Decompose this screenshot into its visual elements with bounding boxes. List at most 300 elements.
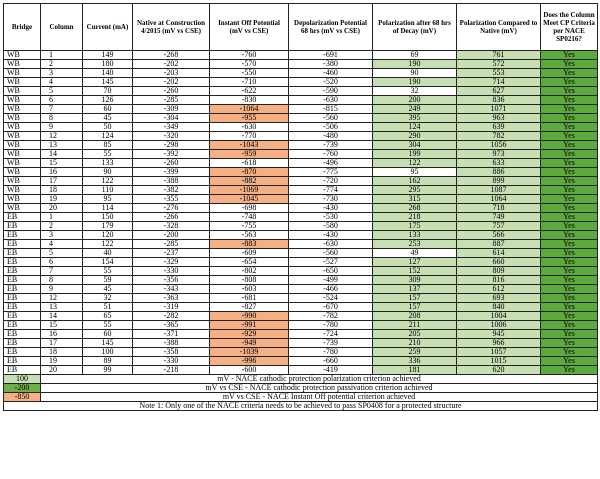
table-cell-column: 14: [41, 312, 83, 321]
header-compared-native: Polarization Compared to Native (mV): [457, 4, 541, 51]
table-cell-polarization: 395: [373, 114, 457, 123]
table-cell-current: 110: [83, 186, 133, 195]
table-cell-bridge: EB: [4, 222, 41, 231]
table-cell-depolarization: -590: [289, 87, 373, 96]
table-cell-meets-criteria: Yes: [541, 60, 598, 69]
table-cell-instant-off: -570: [210, 60, 289, 69]
table-cell-native: -202: [133, 78, 210, 87]
header-instant-off: Instant Off Potential (mV vs CSE): [210, 4, 289, 51]
table-row: [4, 177, 598, 186]
table-cell-instant-off: -609: [210, 249, 289, 258]
table-cell-column: 3: [41, 231, 83, 240]
table-cell-column: 15: [41, 321, 83, 330]
table-cell-instant-off: -996: [210, 357, 289, 366]
table-cell-instant-off: -955: [210, 114, 289, 123]
table-cell-compared-native: 718: [457, 204, 541, 213]
table-cell-bridge: WB: [4, 69, 41, 78]
table-cell-bridge: EB: [4, 285, 41, 294]
table-cell-polarization: 295: [373, 186, 457, 195]
table-cell-instant-off: -882: [210, 177, 289, 186]
table-cell-column: 19: [41, 195, 83, 204]
table-cell-bridge: EB: [4, 231, 41, 240]
table-cell-meets-criteria: Yes: [541, 294, 598, 303]
table-cell-native: -349: [133, 123, 210, 132]
table-cell-native: -304: [133, 114, 210, 123]
table-cell-polarization: 162: [373, 177, 457, 186]
table-cell-bridge: EB: [4, 339, 41, 348]
table-cell-current: 114: [83, 204, 133, 213]
table-cell-native: -319: [133, 303, 210, 312]
table-row: [4, 249, 598, 258]
table-cell-current: 100: [83, 348, 133, 357]
table-cell-polarization: 157: [373, 303, 457, 312]
table-cell-current: 140: [83, 69, 133, 78]
table-cell-native: -285: [133, 96, 210, 105]
table-row: [4, 294, 598, 303]
table-cell-meets-criteria: Yes: [541, 177, 598, 186]
table-cell-meets-criteria: Yes: [541, 267, 598, 276]
table-cell-depolarization: -739: [289, 339, 373, 348]
table-cell-native: -285: [133, 240, 210, 249]
table-cell-native: -388: [133, 177, 210, 186]
table-cell-bridge: EB: [4, 366, 41, 375]
table-cell-column: 4: [41, 240, 83, 249]
table-cell-meets-criteria: Yes: [541, 258, 598, 267]
table-body: [4, 51, 598, 375]
table-cell-meets-criteria: Yes: [541, 276, 598, 285]
table-cell-compared-native: 887: [457, 240, 541, 249]
table-cell-depolarization: -506: [289, 123, 373, 132]
table-row: [4, 96, 598, 105]
table-cell-instant-off: -959: [210, 150, 289, 159]
table-cell-depolarization: -730: [289, 195, 373, 204]
table-cell-polarization: 49: [373, 249, 457, 258]
table-row: [4, 78, 598, 87]
table-cell-bridge: WB: [4, 87, 41, 96]
table-cell-current: 32: [83, 294, 133, 303]
table-cell-native: -371: [133, 330, 210, 339]
table-cell-instant-off: -1069: [210, 186, 289, 195]
legend-text: mV vs CSE - NACE cathodic protection passivation criterion achieved: [41, 384, 598, 393]
table-cell-bridge: EB: [4, 303, 41, 312]
table-row: [4, 240, 598, 249]
table-cell-compared-native: 973: [457, 150, 541, 159]
table-cell-current: 55: [83, 150, 133, 159]
table-cell-polarization: 218: [373, 213, 457, 222]
table-cell-depolarization: -560: [289, 114, 373, 123]
table-cell-bridge: EB: [4, 312, 41, 321]
table-cell-current: 149: [83, 51, 133, 60]
table-cell-current: 70: [83, 87, 133, 96]
table-cell-native: -330: [133, 267, 210, 276]
table-cell-native: -356: [133, 276, 210, 285]
table-cell-instant-off: -630: [210, 123, 289, 132]
table-cell-compared-native: 1064: [457, 195, 541, 204]
table-cell-depolarization: -419: [289, 366, 373, 375]
table-cell-column: 5: [41, 87, 83, 96]
table-cell-depolarization: -430: [289, 231, 373, 240]
table-cell-native: -266: [133, 213, 210, 222]
table-cell-meets-criteria: Yes: [541, 96, 598, 105]
table-cell-bridge: EB: [4, 249, 41, 258]
table-cell-depolarization: -530: [289, 213, 373, 222]
table-cell-native: -388: [133, 339, 210, 348]
table-cell-native: -218: [133, 366, 210, 375]
table-row: [4, 150, 598, 159]
table-cell-current: 145: [83, 339, 133, 348]
table-cell-current: 55: [83, 321, 133, 330]
note-section: [4, 402, 598, 411]
table-cell-meets-criteria: Yes: [541, 330, 598, 339]
table-cell-native: -260: [133, 159, 210, 168]
table-cell-depolarization: -630: [289, 96, 373, 105]
table-row: [4, 195, 598, 204]
table-cell-current: 45: [83, 114, 133, 123]
table-cell-instant-off: -827: [210, 303, 289, 312]
table-cell-depolarization: -760: [289, 150, 373, 159]
table-cell-instant-off: -603: [210, 285, 289, 294]
table-cell-bridge: WB: [4, 141, 41, 150]
table-cell-column: 17: [41, 339, 83, 348]
table-cell-instant-off: -991: [210, 321, 289, 330]
table-cell-depolarization: -520: [289, 78, 373, 87]
table-cell-instant-off: -698: [210, 204, 289, 213]
table-cell-instant-off: -755: [210, 222, 289, 231]
table-cell-polarization: 90: [373, 69, 457, 78]
table-cell-column: 3: [41, 69, 83, 78]
table-cell-column: 4: [41, 78, 83, 87]
table-row: [4, 60, 598, 69]
table-cell-meets-criteria: Yes: [541, 51, 598, 60]
table-cell-polarization: 32: [373, 87, 457, 96]
table-cell-bridge: WB: [4, 51, 41, 60]
table-cell-current: 122: [83, 240, 133, 249]
table-cell-compared-native: 840: [457, 303, 541, 312]
table-cell-compared-native: 782: [457, 132, 541, 141]
table-cell-polarization: 249: [373, 105, 457, 114]
table-cell-bridge: WB: [4, 132, 41, 141]
table-cell-bridge: WB: [4, 60, 41, 69]
table-cell-bridge: WB: [4, 150, 41, 159]
table-cell-native: -200: [133, 231, 210, 240]
table-cell-compared-native: 566: [457, 231, 541, 240]
table-cell-column: 12: [41, 294, 83, 303]
table-cell-bridge: WB: [4, 78, 41, 87]
table-cell-compared-native: 1056: [457, 141, 541, 150]
table-cell-native: -358: [133, 348, 210, 357]
table-cell-polarization: 152: [373, 267, 457, 276]
table-cell-column: 9: [41, 123, 83, 132]
table-cell-depolarization: -739: [289, 141, 373, 150]
table-row: [4, 348, 598, 357]
table-cell-polarization: 309: [373, 276, 457, 285]
table-cell-current: 145: [83, 78, 133, 87]
table-cell-compared-native: 639: [457, 123, 541, 132]
table-cell-native: -320: [133, 132, 210, 141]
table-cell-polarization: 210: [373, 339, 457, 348]
table-cell-compared-native: 714: [457, 78, 541, 87]
table-row: [4, 357, 598, 366]
table-cell-depolarization: -430: [289, 204, 373, 213]
table-cell-polarization: 124: [373, 123, 457, 132]
table-cell-native: -260: [133, 87, 210, 96]
table-cell-native: -309: [133, 105, 210, 114]
table-cell-native: -329: [133, 258, 210, 267]
table-cell-column: 9: [41, 285, 83, 294]
table-cell-meets-criteria: Yes: [541, 321, 598, 330]
table-cell-compared-native: 1071: [457, 105, 541, 114]
table-cell-polarization: 315: [373, 195, 457, 204]
table-cell-instant-off: -681: [210, 294, 289, 303]
header-depolarization: Depolarization Potential 68 hrs (mV vs CSE): [289, 4, 373, 51]
table-cell-bridge: EB: [4, 267, 41, 276]
table-cell-column: 7: [41, 105, 83, 114]
table-cell-polarization: 133: [373, 231, 457, 240]
table-cell-bridge: EB: [4, 276, 41, 285]
table-cell-native: -363: [133, 294, 210, 303]
table-cell-instant-off: -563: [210, 231, 289, 240]
table-cell-column: 2: [41, 60, 83, 69]
table-cell-meets-criteria: Yes: [541, 69, 598, 78]
table-cell-column: 20: [41, 366, 83, 375]
legend: [4, 375, 598, 402]
table-cell-bridge: EB: [4, 330, 41, 339]
table-cell-native: -203: [133, 69, 210, 78]
table-cell-meets-criteria: Yes: [541, 87, 598, 96]
table-cell-current: 40: [83, 249, 133, 258]
table-cell-native: -365: [133, 321, 210, 330]
table-cell-column: 1: [41, 51, 83, 60]
table-cell-meets-criteria: Yes: [541, 339, 598, 348]
table-cell-current: 179: [83, 222, 133, 231]
table-cell-column: 6: [41, 96, 83, 105]
table-cell-polarization: 190: [373, 78, 457, 87]
table-row: [4, 51, 598, 60]
legend-row: [4, 375, 598, 384]
table-row: [4, 285, 598, 294]
table-cell-depolarization: -720: [289, 177, 373, 186]
table-cell-current: 55: [83, 267, 133, 276]
table-row: [4, 276, 598, 285]
table-cell-native: -328: [133, 222, 210, 231]
table-cell-compared-native: 945: [457, 330, 541, 339]
table-cell-current: 45: [83, 285, 133, 294]
table-cell-compared-native: 660: [457, 258, 541, 267]
table-cell-meets-criteria: Yes: [541, 78, 598, 87]
table-cell-column: 14: [41, 150, 83, 159]
table-cell-native: -399: [133, 168, 210, 177]
table-cell-current: 133: [83, 159, 133, 168]
table-cell-compared-native: 966: [457, 339, 541, 348]
table-cell-meets-criteria: Yes: [541, 132, 598, 141]
table-cell-meets-criteria: Yes: [541, 312, 598, 321]
table-cell-current: 59: [83, 276, 133, 285]
table-row: [4, 213, 598, 222]
table-cell-meets-criteria: Yes: [541, 231, 598, 240]
table-cell-bridge: EB: [4, 357, 41, 366]
table-cell-native: -282: [133, 312, 210, 321]
table-cell-instant-off: -710: [210, 78, 289, 87]
table-cell-meets-criteria: Yes: [541, 150, 598, 159]
table-cell-bridge: WB: [4, 195, 41, 204]
table-cell-current: 65: [83, 312, 133, 321]
table-row: [4, 321, 598, 330]
table-cell-native: -268: [133, 51, 210, 60]
table-cell-polarization: 137: [373, 285, 457, 294]
table-cell-native: -202: [133, 60, 210, 69]
table-cell-instant-off: -770: [210, 132, 289, 141]
table-row: [4, 312, 598, 321]
table-cell-column: 8: [41, 276, 83, 285]
table-cell-native: -298: [133, 141, 210, 150]
table-cell-bridge: WB: [4, 168, 41, 177]
table-cell-meets-criteria: Yes: [541, 141, 598, 150]
table-cell-current: 180: [83, 60, 133, 69]
table-cell-native: -382: [133, 186, 210, 195]
table-cell-column: 17: [41, 177, 83, 186]
table-cell-instant-off: -883: [210, 240, 289, 249]
table-row: [4, 87, 598, 96]
table-cell-compared-native: 620: [457, 366, 541, 375]
table-cell-depolarization: -782: [289, 312, 373, 321]
table-cell-column: 18: [41, 348, 83, 357]
legend-row: [4, 384, 598, 393]
table-cell-depolarization: -466: [289, 285, 373, 294]
table-cell-meets-criteria: Yes: [541, 195, 598, 204]
table-cell-bridge: WB: [4, 114, 41, 123]
table-cell-meets-criteria: Yes: [541, 366, 598, 375]
table-cell-column: 1: [41, 213, 83, 222]
table-cell-current: 50: [83, 123, 133, 132]
table-cell-depolarization: -815: [289, 105, 373, 114]
table-cell-meets-criteria: Yes: [541, 105, 598, 114]
table-cell-column: 12: [41, 132, 83, 141]
table-cell-bridge: WB: [4, 204, 41, 213]
table-cell-compared-native: 553: [457, 69, 541, 78]
table-cell-polarization: 127: [373, 258, 457, 267]
table-row: [4, 204, 598, 213]
table-cell-column: 16: [41, 330, 83, 339]
table-cell-native: -237: [133, 249, 210, 258]
table-cell-bridge: WB: [4, 186, 41, 195]
table-cell-column: 19: [41, 357, 83, 366]
table-cell-bridge: EB: [4, 348, 41, 357]
table-cell-depolarization: -660: [289, 357, 373, 366]
table-cell-instant-off: -1039: [210, 348, 289, 357]
table-cell-column: 5: [41, 249, 83, 258]
header-row: [4, 4, 598, 51]
table-cell-native: -276: [133, 204, 210, 213]
table-cell-compared-native: 612: [457, 285, 541, 294]
table-row: [4, 330, 598, 339]
table-cell-meets-criteria: Yes: [541, 114, 598, 123]
table-row: [4, 303, 598, 312]
legend-row: [4, 393, 598, 402]
table-cell-meets-criteria: Yes: [541, 222, 598, 231]
table-cell-instant-off: -1043: [210, 141, 289, 150]
table-row: [4, 123, 598, 132]
table-cell-column: 7: [41, 267, 83, 276]
table-cell-bridge: WB: [4, 96, 41, 105]
table-cell-compared-native: 693: [457, 294, 541, 303]
table-cell-depolarization: -774: [289, 186, 373, 195]
table-cell-polarization: 95: [373, 168, 457, 177]
table-row: [4, 69, 598, 78]
table-cell-bridge: WB: [4, 159, 41, 168]
table-cell-polarization: 200: [373, 96, 457, 105]
table-cell-polarization: 181: [373, 366, 457, 375]
table-cell-depolarization: -670: [289, 303, 373, 312]
table-cell-bridge: EB: [4, 294, 41, 303]
table-cell-depolarization: -527: [289, 258, 373, 267]
table-row: [4, 339, 598, 348]
table-cell-polarization: 157: [373, 294, 457, 303]
table-cell-bridge: EB: [4, 321, 41, 330]
table-cell-column: 6: [41, 258, 83, 267]
table-cell-polarization: 290: [373, 132, 457, 141]
table-cell-current: 90: [83, 168, 133, 177]
table-cell-compared-native: 1087: [457, 186, 541, 195]
table-cell-meets-criteria: Yes: [541, 213, 598, 222]
legend-swatch: -850: [4, 393, 41, 402]
table-cell-instant-off: -760: [210, 51, 289, 60]
table-cell-depolarization: -524: [289, 294, 373, 303]
table-cell-current: 154: [83, 258, 133, 267]
table-cell-current: 126: [83, 96, 133, 105]
table-cell-compared-native: 1057: [457, 348, 541, 357]
table-cell-polarization: 205: [373, 330, 457, 339]
table-cell-column: 13: [41, 141, 83, 150]
table-cell-instant-off: -870: [210, 168, 289, 177]
cp-results-table: [3, 3, 598, 411]
table-cell-current: 51: [83, 303, 133, 312]
table-cell-polarization: 253: [373, 240, 457, 249]
table-cell-meets-criteria: Yes: [541, 186, 598, 195]
table-cell-depolarization: -630: [289, 240, 373, 249]
table-cell-polarization: 211: [373, 321, 457, 330]
table-cell-compared-native: 572: [457, 60, 541, 69]
header-native: Native at Construction 4/2015 (mV vs CSE): [133, 4, 210, 51]
table-cell-compared-native: 836: [457, 96, 541, 105]
table-cell-depolarization: -480: [289, 132, 373, 141]
table-cell-column: 8: [41, 114, 83, 123]
table-cell-polarization: 122: [373, 159, 457, 168]
table-cell-current: 60: [83, 330, 133, 339]
table-cell-bridge: WB: [4, 105, 41, 114]
table-cell-compared-native: 1015: [457, 357, 541, 366]
table-cell-compared-native: 1006: [457, 321, 541, 330]
table-cell-depolarization: -724: [289, 330, 373, 339]
table-cell-column: 2: [41, 222, 83, 231]
legend-swatch: 100: [4, 375, 41, 384]
table-cell-compared-native: 627: [457, 87, 541, 96]
legend-text: mV vs CSE - NACE Instant Off potential criterion achieved: [41, 393, 598, 402]
table-cell-meets-criteria: Yes: [541, 249, 598, 258]
table-cell-bridge: EB: [4, 213, 41, 222]
table-cell-instant-off: -990: [210, 312, 289, 321]
table-cell-compared-native: 886: [457, 168, 541, 177]
table-cell-bridge: WB: [4, 177, 41, 186]
table-row: [4, 141, 598, 150]
table-cell-depolarization: -691: [289, 51, 373, 60]
table-cell-instant-off: -618: [210, 159, 289, 168]
table-cell-current: 60: [83, 105, 133, 114]
table-cell-depolarization: -560: [289, 249, 373, 258]
table-cell-depolarization: -496: [289, 159, 373, 168]
table-row: [4, 222, 598, 231]
table-cell-polarization: 190: [373, 60, 457, 69]
table-cell-meets-criteria: Yes: [541, 204, 598, 213]
